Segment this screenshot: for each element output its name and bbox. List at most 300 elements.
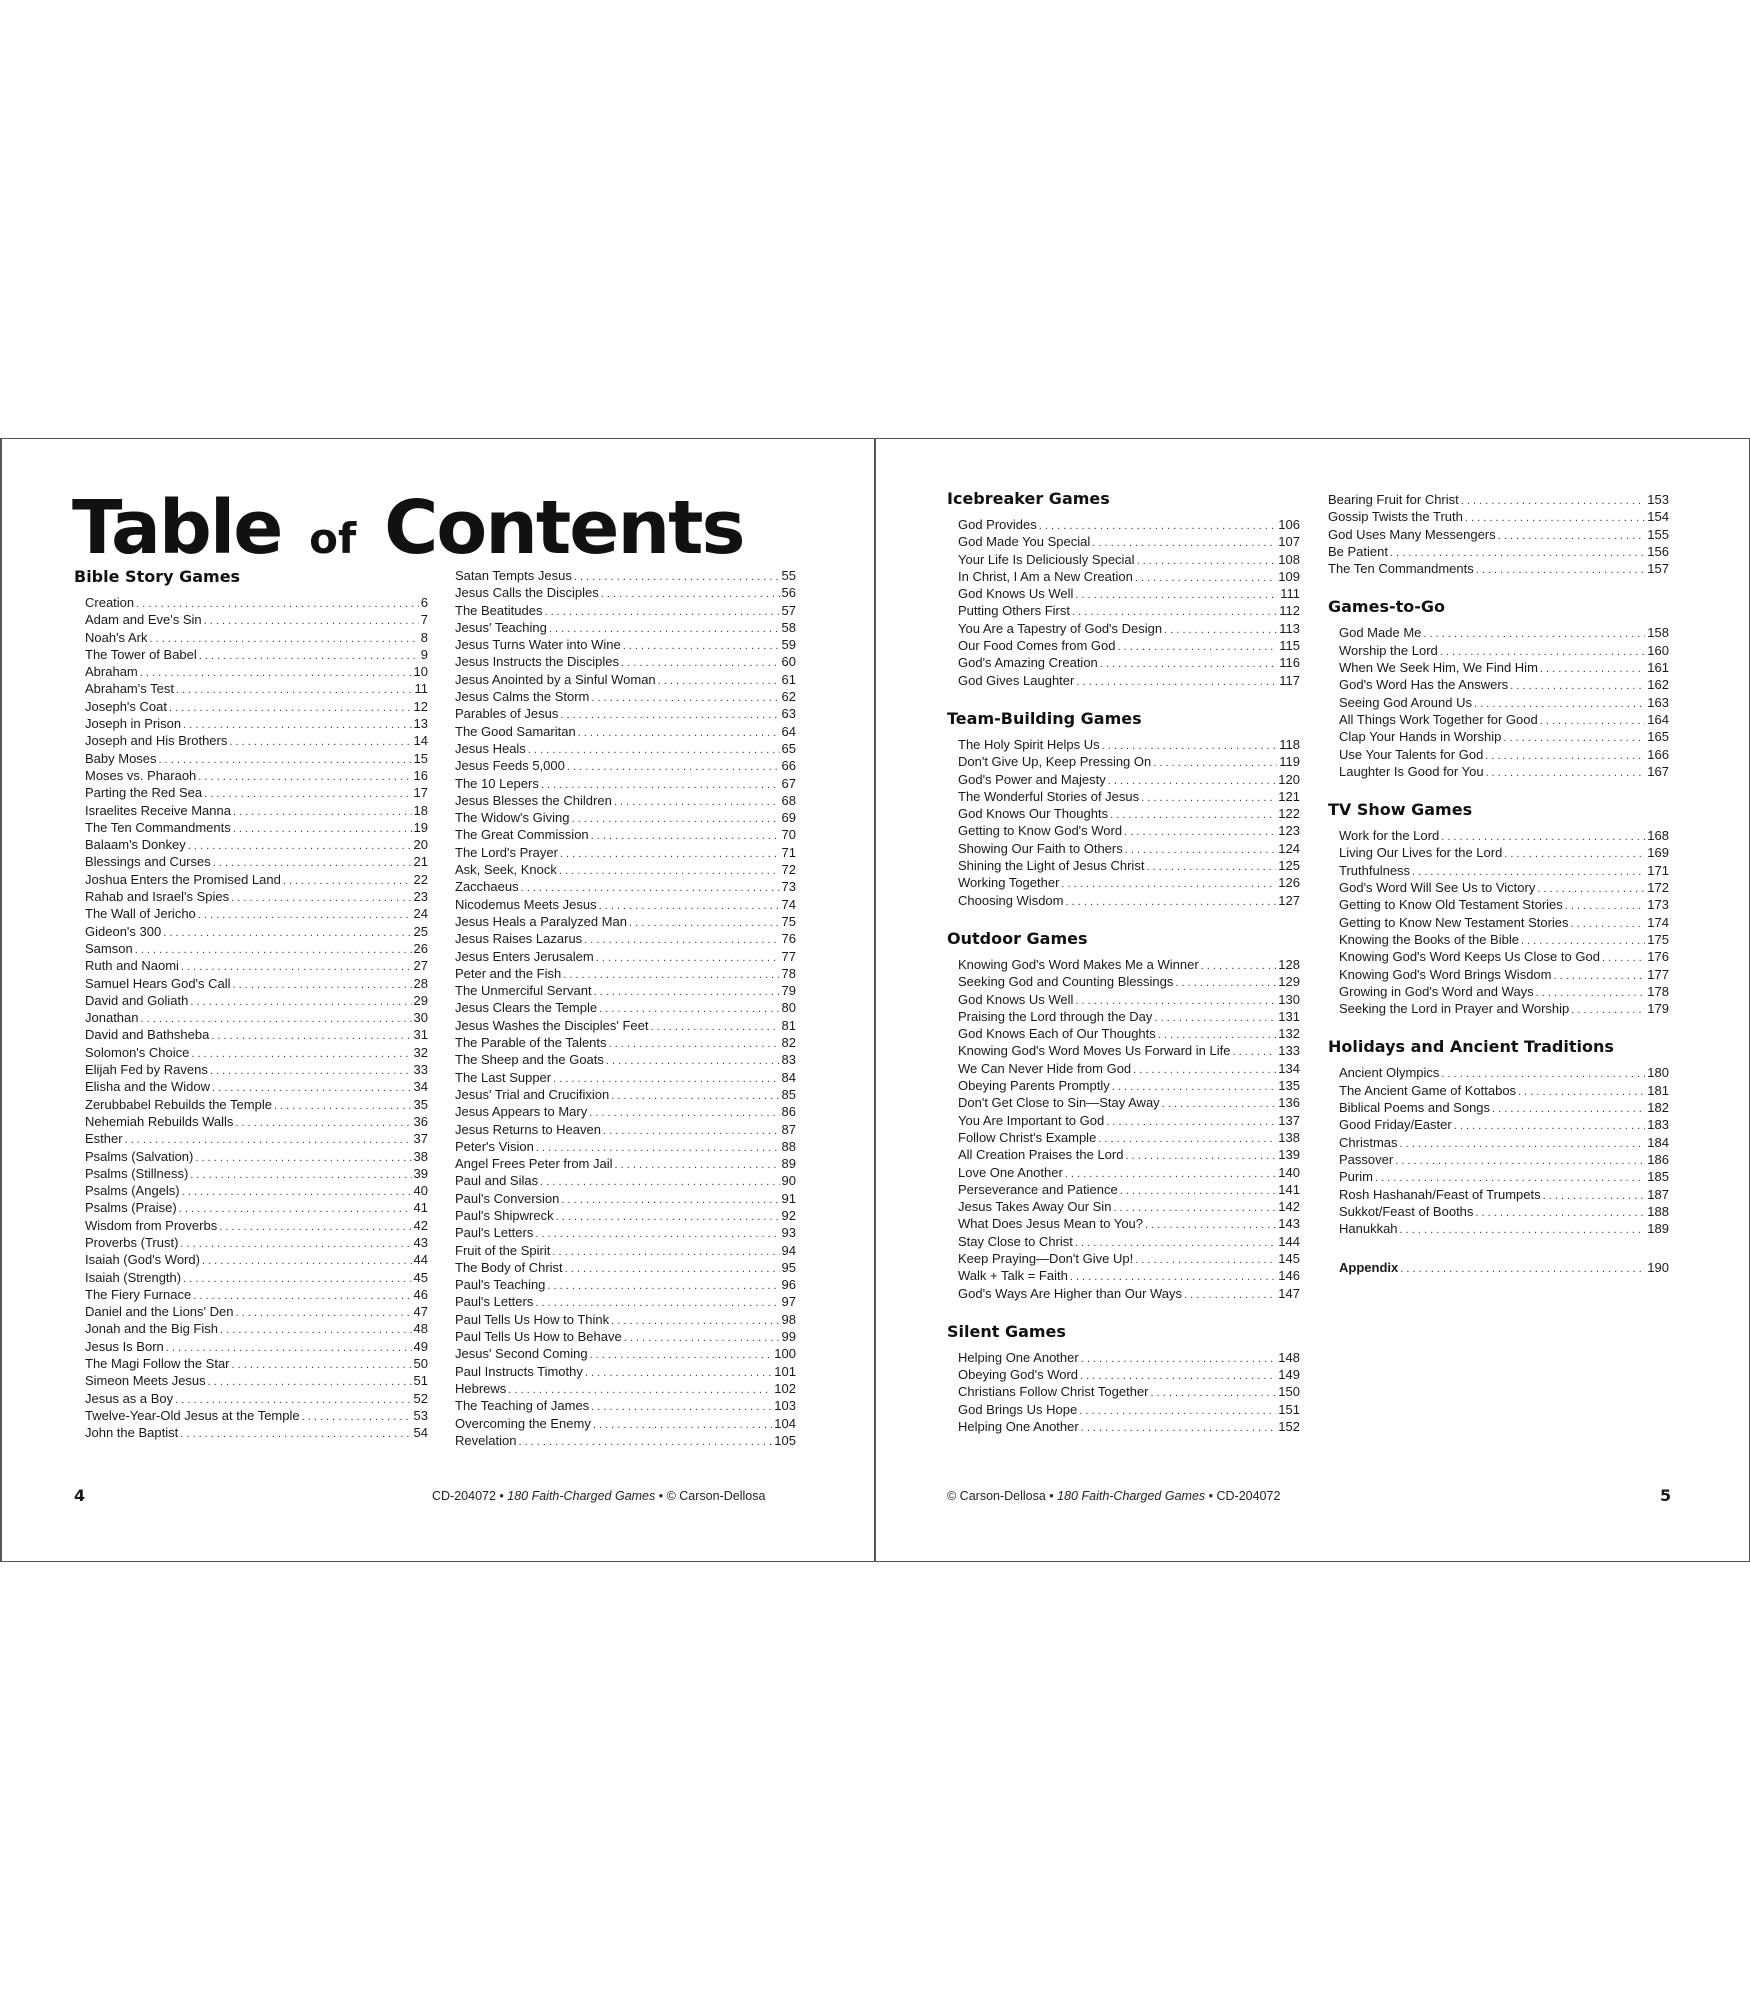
toc-entry[interactable] (85, 1372, 428, 1389)
toc-entry[interactable] (455, 636, 796, 653)
toc-entry[interactable] (958, 1401, 1300, 1418)
dot-leader (199, 648, 419, 665)
toc-entry-page: 33 (413, 1062, 428, 1078)
toc-entry-title: Paul and Silas (455, 1173, 539, 1189)
toc-entry[interactable] (85, 905, 428, 922)
toc-entry[interactable] (1339, 844, 1669, 861)
toc-entry[interactable] (455, 1259, 796, 1276)
toc-entry-page: 128 (1278, 956, 1300, 972)
toc-entry-page: 146 (1278, 1268, 1300, 1284)
dot-leader (547, 1278, 779, 1295)
dot-leader (1146, 859, 1276, 876)
toc-entry-title: Jesus' Teaching (455, 619, 547, 635)
toc-entry-page: 43 (413, 1234, 428, 1250)
toc-entry-title: Jonah and the Big Fish (85, 1321, 218, 1337)
toc-entry[interactable] (455, 1051, 796, 1068)
toc-entry-page: 62 (781, 689, 796, 705)
toc-entry[interactable] (455, 913, 796, 930)
toc-entry-title: Shining the Light of Jesus Christ (958, 858, 1145, 874)
toc-entry[interactable] (958, 1025, 1300, 1042)
toc-entry[interactable] (1339, 694, 1669, 711)
toc-entry[interactable] (455, 1311, 796, 1328)
toc-entry[interactable] (958, 1233, 1300, 1250)
toc-entry[interactable] (455, 1345, 796, 1362)
toc-entry[interactable] (85, 1096, 428, 1113)
toc-entry[interactable] (1339, 896, 1669, 913)
toc-entry-page: 95 (781, 1259, 796, 1275)
toc-entry-page: 158 (1647, 625, 1669, 641)
toc-entry[interactable] (1339, 879, 1669, 896)
toc-entry[interactable] (455, 584, 796, 601)
toc-entry[interactable] (1339, 1000, 1669, 1017)
toc-entry[interactable] (455, 1363, 796, 1380)
toc-entry[interactable] (958, 1418, 1300, 1435)
dot-leader (1081, 1351, 1277, 1368)
toc-entry-title: Walk + Talk = Faith (958, 1268, 1068, 1284)
toc-entry[interactable] (455, 1069, 796, 1086)
dot-leader (1485, 748, 1645, 765)
toc-entry-page: 157 (1647, 561, 1669, 577)
toc-entry[interactable] (85, 871, 428, 888)
dot-leader (1154, 1010, 1276, 1027)
toc-entry[interactable] (455, 826, 796, 843)
toc-entry[interactable] (455, 930, 796, 947)
toc-entry-title: What Does Jesus Mean to You? (958, 1216, 1144, 1232)
toc-entry[interactable] (958, 654, 1300, 671)
dot-leader (571, 811, 779, 828)
toc-entry[interactable] (85, 750, 428, 767)
toc-section (947, 491, 1300, 689)
toc-entry[interactable] (85, 957, 428, 974)
toc-entry-page: 94 (781, 1242, 796, 1258)
toc-entry[interactable] (85, 663, 428, 680)
toc-entry-page: 107 (1278, 534, 1300, 550)
dot-leader (191, 1046, 411, 1063)
toc-entry[interactable] (958, 892, 1300, 909)
toc-entry[interactable] (1339, 966, 1669, 983)
dot-leader (229, 734, 411, 751)
toc-entry[interactable] (1339, 1168, 1669, 1185)
toc-entry-title: John the Baptist (85, 1425, 179, 1441)
toc-entry-page: 15 (413, 750, 428, 766)
toc-entry[interactable] (455, 723, 796, 740)
toc-entry[interactable] (1339, 1151, 1669, 1168)
toc-entry[interactable] (455, 775, 796, 792)
toc-entry[interactable] (1339, 1064, 1669, 1081)
toc-entry[interactable] (958, 991, 1300, 1008)
toc-entry[interactable] (455, 1276, 796, 1293)
toc-entry[interactable] (85, 1338, 428, 1355)
toc-entry[interactable] (85, 784, 428, 801)
toc-entry[interactable] (958, 1181, 1300, 1198)
dot-leader (1232, 1044, 1276, 1061)
toc-entry[interactable] (958, 822, 1300, 839)
toc-section (74, 569, 428, 1442)
toc-entry[interactable] (85, 1303, 428, 1320)
toc-entry[interactable] (958, 874, 1300, 891)
toc-entry[interactable] (85, 802, 428, 819)
toc-entry-title: Hebrews (455, 1380, 507, 1396)
dot-leader (1133, 1062, 1276, 1079)
section-title: Holidays and Ancient Traditions (1328, 1037, 1614, 1057)
toc-entry-title: The Wall of Jericho (85, 906, 196, 922)
toc-entry-page: 122 (1278, 806, 1300, 822)
toc-entry-title: God's Ways Are Higher than Our Ways (958, 1285, 1183, 1301)
toc-entry-title: Blessings and Curses (85, 854, 211, 870)
dot-leader (1184, 1287, 1276, 1304)
toc-entry[interactable] (85, 992, 428, 1009)
toc-entry[interactable] (455, 1034, 796, 1051)
toc-entry[interactable] (455, 1224, 796, 1241)
toc-entry[interactable] (1328, 560, 1669, 577)
toc-entry-page: 77 (781, 948, 796, 964)
toc-entry[interactable] (1339, 948, 1669, 965)
toc-entry[interactable] (958, 637, 1300, 654)
toc-entry[interactable] (1339, 827, 1669, 844)
toc-entry[interactable] (85, 836, 428, 853)
toc-entry[interactable] (455, 861, 796, 878)
toc-entry[interactable] (1339, 711, 1669, 728)
toc-entry-title: Jesus Anointed by a Sinful Woman (455, 671, 656, 687)
toc-entry-page: 141 (1278, 1181, 1300, 1197)
toc-entry-title: Noah's Ark (85, 629, 148, 645)
toc-entry-title: Joseph in Prison (85, 716, 182, 732)
toc-entry-page: 13 (413, 716, 428, 732)
dot-leader (1201, 958, 1277, 975)
toc-entry[interactable] (1339, 1134, 1669, 1151)
toc-entry[interactable] (455, 1138, 796, 1155)
toc-entry[interactable] (455, 1190, 796, 1207)
toc-entry[interactable] (85, 1061, 428, 1078)
toc-entry[interactable] (958, 1198, 1300, 1215)
toc-entry[interactable] (1339, 676, 1669, 693)
toc-entry[interactable] (1339, 642, 1669, 659)
dot-leader (190, 1167, 411, 1184)
toc-entry[interactable] (958, 533, 1300, 550)
toc-entry-page: 93 (781, 1225, 796, 1241)
toc-entry[interactable] (958, 1215, 1300, 1232)
dot-leader (188, 838, 412, 855)
toc-entry-list (1328, 491, 1669, 577)
dot-leader (1554, 968, 1646, 985)
toc-entry[interactable] (455, 982, 796, 999)
toc-entry[interactable] (958, 1129, 1300, 1146)
toc-entry[interactable] (958, 973, 1300, 990)
dot-leader (528, 742, 780, 759)
toc-entry[interactable] (85, 853, 428, 870)
toc-entry-title: Abraham (85, 664, 138, 680)
toc-entry[interactable] (455, 1121, 796, 1138)
toc-entry[interactable] (958, 1094, 1300, 1111)
toc-entry[interactable] (455, 688, 796, 705)
toc-entry-title: Joseph and His Brothers (85, 733, 228, 749)
toc-entry-page: 16 (413, 767, 428, 783)
toc-entry-page: 32 (413, 1044, 428, 1060)
toc-entry-page: 74 (781, 896, 796, 912)
toc-entry[interactable] (455, 948, 796, 965)
toc-entry[interactable] (1339, 931, 1669, 948)
toc-entry[interactable] (455, 896, 796, 913)
toc-entry[interactable] (455, 1432, 796, 1449)
toc-entry[interactable] (85, 646, 428, 663)
section-title: Bible Story Games (74, 567, 241, 586)
toc-entry-page: 79 (781, 983, 796, 999)
toc-entry[interactable] (1339, 1203, 1669, 1220)
toc-entry[interactable] (958, 568, 1300, 585)
toc-entry[interactable] (958, 551, 1300, 568)
dot-leader (233, 804, 412, 821)
toc-entry[interactable] (455, 740, 796, 757)
toc-entry-title: Paul's Shipwreck (455, 1207, 554, 1223)
toc-entry-page: 138 (1278, 1129, 1300, 1145)
toc-entry[interactable] (85, 1286, 428, 1303)
toc-entry[interactable] (85, 888, 428, 905)
toc-entry-title: Nicodemus Meets Jesus (455, 896, 597, 912)
toc-entry[interactable] (1339, 624, 1669, 641)
dot-leader (565, 1261, 780, 1278)
toc-entry[interactable] (85, 767, 428, 784)
toc-entry-title: Elisha and the Widow (85, 1079, 211, 1095)
toc-entry[interactable] (1339, 728, 1669, 745)
toc-entry[interactable] (85, 1113, 428, 1130)
toc-entry-title: Balaam's Donkey (85, 837, 186, 853)
toc-entry[interactable] (85, 594, 428, 611)
toc-entry[interactable] (85, 1078, 428, 1095)
toc-entry-page: 65 (781, 740, 796, 756)
toc-entry[interactable] (958, 840, 1300, 857)
toc-entry-page: 6 (420, 595, 428, 610)
toc-entry[interactable] (958, 736, 1300, 753)
toc-entry[interactable] (1339, 1259, 1669, 1276)
toc-entry[interactable] (958, 753, 1300, 770)
dot-leader (540, 1174, 779, 1191)
toc-entry-title: Appendix (1339, 1260, 1399, 1276)
toc-entry[interactable] (958, 1077, 1300, 1094)
toc-entry[interactable] (85, 1424, 428, 1441)
toc-entry[interactable] (455, 653, 796, 670)
toc-entry[interactable] (85, 698, 428, 715)
toc-entry-page: 91 (781, 1190, 796, 1206)
toc-entry[interactable] (85, 940, 428, 957)
toc-entry[interactable] (455, 844, 796, 861)
toc-entry[interactable] (1339, 1116, 1669, 1133)
toc-entry-page: 29 (413, 992, 428, 1008)
toc-entry[interactable] (85, 1148, 428, 1165)
toc-entry[interactable] (455, 1242, 796, 1259)
toc-entry[interactable] (958, 1285, 1300, 1302)
toc-entry-page: 135 (1278, 1078, 1300, 1094)
toc-entry[interactable] (455, 965, 796, 982)
toc-entry[interactable] (958, 672, 1300, 689)
toc-entry[interactable] (1339, 763, 1669, 780)
toc-entry[interactable] (455, 1103, 796, 1120)
toc-entry[interactable] (455, 757, 796, 774)
toc-entry[interactable] (958, 1112, 1300, 1129)
toc-entry[interactable] (1339, 1220, 1669, 1237)
toc-entry[interactable] (455, 1380, 796, 1397)
toc-entry[interactable] (85, 1217, 428, 1234)
toc-entry[interactable] (85, 1355, 428, 1372)
toc-entry[interactable] (455, 602, 796, 619)
toc-entry[interactable] (455, 1397, 796, 1414)
toc-entry[interactable] (1339, 983, 1669, 1000)
toc-entry[interactable] (958, 805, 1300, 822)
toc-entry[interactable] (455, 619, 796, 636)
page-number-left: 4 (74, 1486, 86, 1505)
toc-entry[interactable] (455, 1415, 796, 1432)
toc-section (1328, 802, 1669, 1017)
toc-entry-page: 36 (413, 1113, 428, 1129)
toc-entry[interactable] (1328, 526, 1669, 543)
toc-entry[interactable] (85, 1044, 428, 1061)
toc-entry-title: Jesus Appears to Mary (455, 1104, 588, 1120)
toc-entry[interactable] (85, 1390, 428, 1407)
dot-leader (283, 873, 412, 890)
toc-entry[interactable] (85, 1407, 428, 1424)
toc-entry-page: 96 (781, 1277, 796, 1293)
toc-entry[interactable] (958, 1366, 1300, 1383)
toc-entry-page: 123 (1278, 823, 1300, 839)
toc-entry[interactable] (455, 1086, 796, 1103)
toc-entry[interactable] (958, 1383, 1300, 1400)
toc-entry[interactable] (85, 629, 428, 646)
toc-entry[interactable] (455, 792, 796, 809)
toc-entry[interactable] (455, 1172, 796, 1189)
toc-entry[interactable] (958, 1042, 1300, 1059)
toc-entry[interactable] (1328, 543, 1669, 560)
toc-entry[interactable] (1328, 491, 1669, 508)
toc-entry-page: 137 (1278, 1112, 1300, 1128)
toc-entry-page: 80 (781, 1000, 796, 1016)
toc-entry-page: 78 (781, 965, 796, 981)
toc-entry-title: Laughter Is Good for You (1339, 763, 1484, 779)
toc-entry-page: 145 (1278, 1250, 1300, 1266)
toc-entry-title: The Last Supper (455, 1069, 552, 1085)
toc-entry-title: Seeking the Lord in Prayer and Worship (1339, 1001, 1570, 1017)
toc-entry-title: Ancient Olympics (1339, 1065, 1440, 1081)
toc-entry-title: We Can Never Hide from God (958, 1060, 1132, 1076)
toc-entry[interactable] (455, 1207, 796, 1224)
toc-entry[interactable] (85, 1130, 428, 1147)
toc-entry-title: Esther (85, 1131, 123, 1147)
toc-entry[interactable] (85, 1251, 428, 1268)
toc-entry[interactable] (455, 1293, 796, 1310)
toc-entry-title: Jesus as a Boy (85, 1390, 174, 1406)
toc-entry[interactable] (958, 1250, 1300, 1267)
toc-entry-page: 188 (1647, 1203, 1669, 1219)
toc-entry[interactable] (958, 516, 1300, 533)
toc-entry-title: Working Together (958, 875, 1060, 891)
toc-entry-page: 142 (1278, 1199, 1300, 1215)
toc-entry[interactable] (455, 705, 796, 722)
toc-entry-page: 52 (413, 1390, 428, 1406)
dot-leader (1475, 1205, 1645, 1222)
toc-entry-title: Abraham's Test (85, 681, 174, 697)
toc-entry[interactable] (1339, 746, 1669, 763)
dot-leader (1125, 1148, 1276, 1165)
section-title: Team-Building Games (947, 708, 1142, 728)
toc-entry[interactable] (85, 1026, 428, 1043)
toc-entry[interactable] (1339, 862, 1669, 879)
toc-entry[interactable] (85, 680, 428, 697)
toc-entry[interactable] (958, 620, 1300, 637)
toc-entry-page: 47 (413, 1304, 428, 1320)
toc-entry[interactable] (1339, 1082, 1669, 1099)
toc-entry[interactable] (455, 809, 796, 826)
toc-entry[interactable] (85, 1320, 428, 1337)
toc-entry[interactable] (455, 999, 796, 1016)
toc-entry[interactable] (958, 857, 1300, 874)
toc-entry-title: God Uses Many Messengers (1328, 526, 1496, 542)
toc-entry[interactable] (455, 878, 796, 895)
toc-entry[interactable] (85, 1269, 428, 1286)
toc-entry-page: 127 (1278, 892, 1300, 908)
toc-entry[interactable] (455, 1328, 796, 1345)
toc-entry[interactable] (958, 956, 1300, 973)
toc-entry[interactable] (455, 671, 796, 688)
toc-entry[interactable] (85, 1165, 428, 1182)
toc-entry[interactable] (958, 771, 1300, 788)
toc-entry[interactable] (958, 1267, 1300, 1284)
toc-entry[interactable] (85, 819, 428, 836)
toc-entry-title: Helping One Another (958, 1419, 1079, 1435)
toc-entry-title: God Made You Special (958, 534, 1091, 550)
toc-entry[interactable] (958, 602, 1300, 619)
toc-entry[interactable] (958, 1146, 1300, 1163)
toc-entry-title: Getting to Know Old Testament Stories (1339, 897, 1563, 913)
toc-entry[interactable] (958, 585, 1300, 602)
toc-entry[interactable] (455, 1155, 796, 1172)
toc-entry-title: Ask, Seek, Knock (455, 862, 557, 878)
toc-entry-title: Jesus Blesses the Children (455, 792, 612, 808)
toc-entry[interactable] (1339, 1186, 1669, 1203)
toc-entry[interactable] (85, 1182, 428, 1199)
toc-entry[interactable] (1339, 914, 1669, 931)
toc-entry[interactable] (958, 788, 1300, 805)
dot-leader (1081, 1420, 1277, 1437)
toc-entry[interactable] (85, 1199, 428, 1216)
toc-entry[interactable] (958, 1349, 1300, 1366)
toc-entry-title: Adam and Eve's Sin (85, 612, 202, 628)
dot-leader (140, 665, 412, 682)
toc-entry[interactable] (85, 715, 428, 732)
toc-entry-page: 40 (413, 1183, 428, 1199)
toc-entry-title: Love One Another (958, 1164, 1063, 1180)
toc-entry-title: Work for the Lord (1339, 828, 1440, 844)
toc-entry[interactable] (1339, 1099, 1669, 1116)
toc-entry[interactable] (455, 1017, 796, 1034)
toc-entry[interactable] (85, 975, 428, 992)
toc-entry-title: The Ten Commandments (85, 819, 231, 835)
toc-entry[interactable] (85, 611, 428, 628)
toc-entry[interactable] (1328, 508, 1669, 525)
toc-entry-page: 183 (1647, 1117, 1669, 1133)
dot-leader (591, 1399, 772, 1416)
toc-entry[interactable] (85, 1234, 428, 1251)
toc-entry-page: 187 (1647, 1186, 1669, 1202)
toc-entry[interactable] (85, 732, 428, 749)
toc-entry[interactable] (958, 1060, 1300, 1077)
toc-entry-title: Helping One Another (958, 1349, 1079, 1365)
toc-entry-page: 117 (1279, 672, 1300, 688)
toc-entry-title: Don't Give Up, Keep Pressing On (958, 754, 1152, 770)
toc-entry[interactable] (1339, 659, 1669, 676)
toc-entry[interactable] (85, 923, 428, 940)
toc-entry[interactable] (958, 1008, 1300, 1025)
toc-entry[interactable] (958, 1164, 1300, 1181)
toc-entry[interactable] (85, 1009, 428, 1026)
toc-entry[interactable] (455, 567, 796, 584)
